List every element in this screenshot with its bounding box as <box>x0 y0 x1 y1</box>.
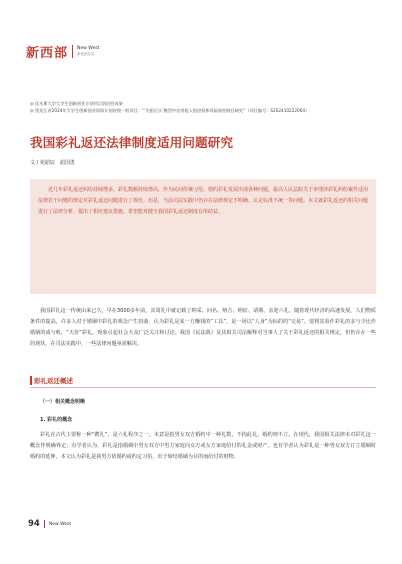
funding-notes <box>30 100 380 114</box>
article-title: 我国彩礼返还法律制度适用问题研究 <box>30 135 234 150</box>
page-number: 94 <box>28 519 40 529</box>
article-authors: 文 / 苑韶辰 韶国勇 <box>30 160 75 166</box>
masthead-divider <box>72 45 73 58</box>
section-rule <box>30 387 376 388</box>
abstract-box <box>30 179 376 294</box>
body-paragraph: 彩礼在古代主要称一种“聘礼”，是六礼程序之一，本意是指男女双方婚约中一种礼数，不拘此礼，婚约则不立。在现代，我国相关法律未对彩礼这一概念作明确界定；有学者认为，彩礼是指婚姻中男女双方中男方家庭向女方或女方家庭给付的礼金或财产。也有学者认为彩礼是一种男女双方订立婚姻时婚约的延伸，本文认为彩礼是我男方依婚约或约定习俗，出于缔结婚姻为目的而给付的财物。 <box>30 432 376 460</box>
masthead-en-title: New West <box>77 46 100 51</box>
footer-divider <box>44 520 45 528</box>
magazine-logo: 新西部 <box>26 46 69 61</box>
section-heading: 彩礼返还概述 <box>34 377 73 385</box>
masthead <box>26 42 99 61</box>
subsection-heading: （一）相关概念明晰 <box>40 399 86 405</box>
footer-label: New West <box>48 521 72 527</box>
masthead-en-sub: 新西部杂志 <box>77 51 95 56</box>
subsubsection-heading: 1. 彩礼的概念 <box>40 417 73 423</box>
intro-paragraph: 我国彩礼这一传统由来已久，早在3000多年前，其周礼中就记载了纳采、问名、纳吉、纳征、请期、亲迎六礼。随着现代经济的高速发展，人们物质条件的提高，许多人对于婚姻中彩礼的观念产生扭曲，认为彩礼是某一方赚钱的“工具”，是一场以“人身”为标的的“交易”。要将其看作彩礼的多与少比作婚姻的成与败，“天价”彩礼，现象引起社会大众广泛关注和讨论。我国《民法典》及其相关司法解释对当事人了关于彩礼返还的相关规定，但仍存在一些的现状，在司法实践中，一些法律问题亟需解决。 <box>30 308 376 347</box>
section-marker <box>30 376 32 385</box>
funding-note-1: ◎ 佳木斯大学大学生创新创业计划项目阶段性成果 <box>30 101 123 106</box>
page-footer <box>28 519 71 529</box>
funding-note-2: ◎ 黑龙江省2024年大学生创新创业训练计划省级一般项目：“‘先租后买’模型中农房租入租进权和风险防控路径研究”（项目编号：S202410222064） <box>30 108 310 113</box>
abstract-text: 近几年彩礼返还纠纷持续增多，彩礼数额持续增高。作为民间传统习俗，婚约彩礼发展出现各种问题。最高人民法院关于审理涉彩礼纠纷案件适用法律若干问题的规定对彩礼返还问题进行了规范。但是，当前司法实践中仍存在法律规定不明确、认定标准不统一等问题。本文就彩礼返还的相关问题进行了法律分析，提出了相应建议措施，希望能对健全我国彩礼返还制度有所助益。 <box>38 187 369 215</box>
masthead-english <box>77 47 99 56</box>
